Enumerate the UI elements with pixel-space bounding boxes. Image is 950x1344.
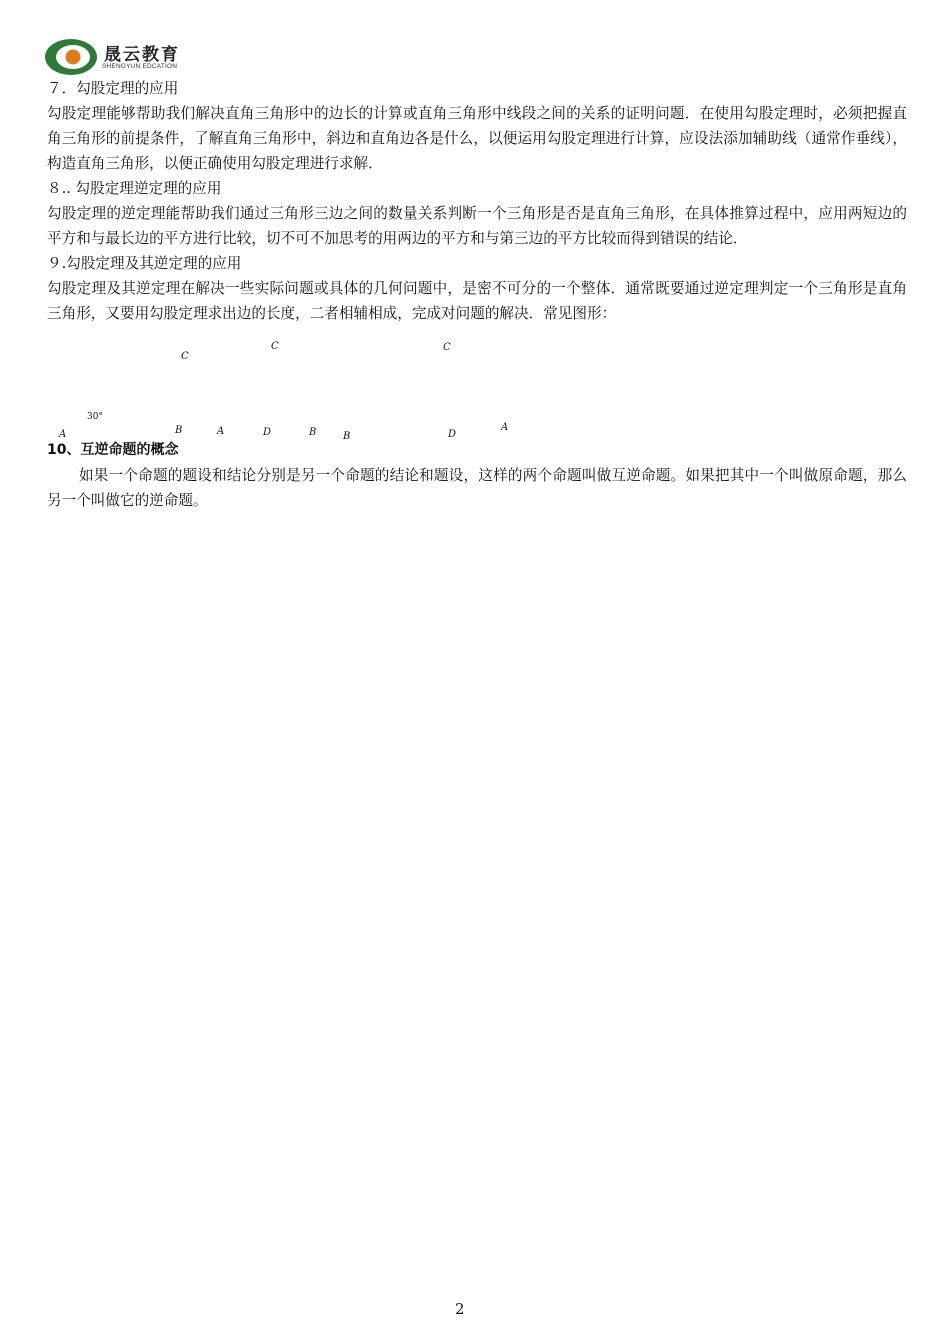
section-9-body: 勾股定理及其逆定理在解决一些实际问题或具体的几何问题中，是密不可分的一个整体．通常既要通过逆定理判定一个三角形是直角三角形，又要用勾股定理求出边的长度，二者相辅相成，完成对问题的解决．常见图形： xyxy=(47,280,907,322)
page-number: 2 xyxy=(455,1300,465,1318)
figure2-label-d: D xyxy=(263,427,272,438)
logo xyxy=(44,36,204,78)
section-8-body: 勾股定理的逆定理能帮助我们通过三角形三边之间的数量关系判断一个三角形是否是直角三角形，在具体推算过程中，应用两短边的平方和与最长边的平方进行比较，切不可不加思考的用两边的平方和与第三边的平方比较而得到错误的结论． xyxy=(47,205,907,247)
figure3-label-d: D xyxy=(448,429,457,440)
logo-name-en: SHENGYUN EDCATION xyxy=(102,63,178,70)
figure3-label-b: B xyxy=(343,431,351,442)
section-8-heading: ８.. 勾股定理逆定理的应用 xyxy=(47,180,222,197)
figure2-label-a: A xyxy=(217,426,225,437)
figure1-angle-label: 30° xyxy=(87,412,103,422)
section-10-heading: 10、互逆命题的概念 xyxy=(47,442,179,458)
figure2-label-b: B xyxy=(309,427,317,438)
section-7-body: 勾股定理能够帮助我们解决直角三角形中的边长的计算或直角三角形中线段之间的关系的证明问题．在使用勾股定理时，必须把握直角三角形的前提条件，了解直角三角形中，斜边和直角边各是什么，以便运用勾股定理进行计算，应设法添加辅助线（通常作垂线），构造直角三角形，以便正确使用勾股定理进行求解． xyxy=(47,105,907,172)
figure1-label-c: C xyxy=(181,351,189,362)
document-body xyxy=(47,76,907,513)
figure2-label-c: C xyxy=(271,341,279,352)
figure1-label-a: A xyxy=(59,429,67,440)
section-9-heading: ９.勾股定理及其逆定理的应用 xyxy=(47,255,242,272)
section-10-body: 如果一个命题的题设和结论分别是另一个命题的结论和题设，这样的两个命题叫做互逆命题。如果把其中一个叫做原命题，那么另一个叫做它的逆命题。 xyxy=(47,467,907,509)
figure1-label-b: B xyxy=(175,425,183,436)
figure3-label-c: C xyxy=(443,342,451,353)
logo-emblem-icon xyxy=(44,36,100,78)
logo-name-cn: 晟云教育 xyxy=(104,45,180,65)
figure3-label-a: A xyxy=(501,422,509,433)
section-7-heading: ７．勾股定理的应用 xyxy=(47,80,179,97)
geometry-figures xyxy=(47,326,907,442)
